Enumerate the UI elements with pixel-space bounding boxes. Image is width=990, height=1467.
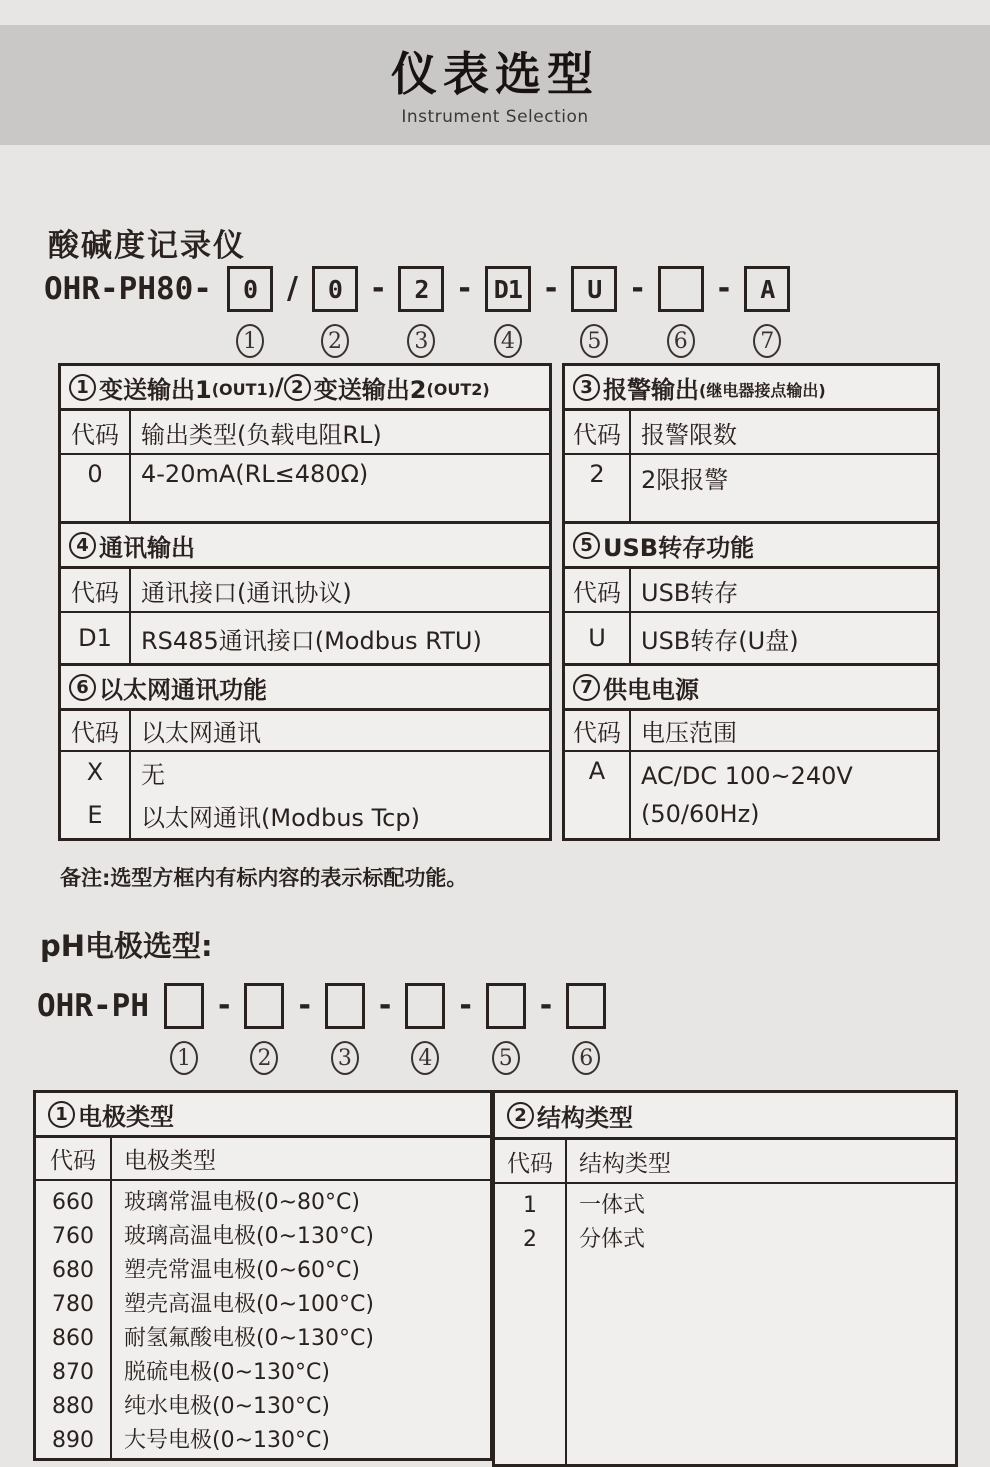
code-header: 代码 bbox=[565, 711, 631, 750]
circled-marker: 2 bbox=[250, 1041, 278, 1075]
model-separator: - bbox=[539, 988, 553, 1023]
electrode-slot-4 bbox=[405, 983, 445, 1075]
option-code: E bbox=[61, 792, 131, 838]
option-row bbox=[61, 752, 549, 792]
recorder-section-title: 酸碱度记录仪 bbox=[48, 228, 246, 264]
column-header-row bbox=[565, 569, 937, 613]
model-slot-4 bbox=[485, 266, 531, 358]
electrode-desc: 大号电极(0~130°C) bbox=[124, 1428, 330, 1453]
section-title-sep: / bbox=[274, 373, 284, 401]
option-desc bbox=[631, 752, 937, 838]
electrode-slot-2 bbox=[244, 983, 284, 1075]
section-alarm-output bbox=[562, 363, 940, 524]
section-ethernet bbox=[58, 663, 552, 841]
desc-header: 电极类型 bbox=[124, 1148, 216, 1175]
section-title-text: USB转存功能 bbox=[603, 533, 755, 562]
option-code: A bbox=[565, 752, 631, 838]
section-title-text: 供电电源 bbox=[603, 675, 699, 704]
recorder-model-code-line bbox=[44, 266, 790, 358]
electrode-desc: 玻璃常温电极(0~80°C) bbox=[124, 1190, 360, 1215]
recorder-model-prefix: OHR-PH80- bbox=[44, 271, 212, 307]
model-slot-5 bbox=[571, 266, 617, 358]
desc-header: 电压范围 bbox=[641, 719, 737, 747]
option-desc: USB转存(U盘) bbox=[641, 626, 799, 655]
section-title bbox=[565, 666, 937, 711]
circled-marker: 6 bbox=[572, 1041, 600, 1075]
code-header: 代码 bbox=[565, 569, 631, 611]
model-slot-box bbox=[566, 983, 606, 1029]
section-title-text: 变送输出1 bbox=[99, 375, 212, 404]
electrode-type-section bbox=[33, 1090, 493, 1461]
electrode-desc: 纯水电极(0~130°C) bbox=[124, 1394, 330, 1419]
circled-number: 3 bbox=[573, 374, 600, 401]
circled-marker: 4 bbox=[494, 324, 522, 358]
option-row bbox=[565, 455, 937, 521]
option-desc-line2: (50/60Hz) bbox=[641, 800, 760, 828]
option-desc: 2限报警 bbox=[641, 466, 729, 494]
electrode-desc: 脱硫电极(0~130°C) bbox=[124, 1360, 330, 1385]
option-code: 0 bbox=[61, 455, 131, 521]
circled-number: 4 bbox=[69, 532, 96, 559]
electrode-slot-1 bbox=[164, 983, 204, 1075]
model-slot-box bbox=[486, 983, 526, 1029]
circled-marker: 3 bbox=[407, 324, 435, 358]
electrode-desc: 塑壳常温电极(0~60°C) bbox=[124, 1258, 360, 1283]
section-title bbox=[61, 666, 549, 711]
section-title bbox=[565, 524, 937, 569]
circled-number: 7 bbox=[573, 674, 600, 701]
option-code: 2 bbox=[565, 455, 631, 521]
circled-number: 5 bbox=[573, 532, 600, 559]
column-header-row bbox=[61, 711, 549, 752]
section-title-text: 电极类型 bbox=[78, 1102, 174, 1131]
circled-marker: 5 bbox=[580, 324, 608, 358]
model-separator: - bbox=[217, 988, 231, 1023]
electrode-model-code-line bbox=[37, 983, 606, 1075]
code-header: 代码 bbox=[61, 411, 131, 453]
desc-column bbox=[112, 1181, 490, 1458]
structure-code: 1 bbox=[523, 1193, 537, 1218]
selection-table bbox=[58, 363, 940, 841]
circled-number: 2 bbox=[284, 374, 311, 401]
option-row bbox=[61, 455, 549, 521]
circled-marker: 4 bbox=[411, 1041, 439, 1075]
page-title: 仪表选型 bbox=[391, 47, 599, 101]
column-header-row bbox=[61, 569, 549, 613]
circled-marker: 2 bbox=[321, 324, 349, 358]
model-slot-box: A bbox=[744, 266, 790, 312]
electrode-code: 870 bbox=[52, 1360, 94, 1385]
model-separator: - bbox=[371, 271, 385, 306]
model-slot-box: 0 bbox=[312, 266, 358, 312]
model-slot-box: 2 bbox=[398, 266, 444, 312]
column-header-row bbox=[495, 1140, 955, 1184]
model-separator: - bbox=[458, 271, 471, 306]
model-slot-box bbox=[244, 983, 284, 1029]
circled-number: 6 bbox=[69, 674, 96, 701]
option-row bbox=[565, 752, 937, 838]
electrode-slot-3 bbox=[325, 983, 365, 1075]
electrode-code: 680 bbox=[52, 1258, 94, 1283]
option-row bbox=[61, 613, 549, 663]
option-desc: 4-20mA(RL≤480Ω) bbox=[141, 460, 369, 488]
electrode-desc: 塑壳高温电极(0~100°C) bbox=[124, 1292, 374, 1317]
electrode-code: 660 bbox=[52, 1190, 94, 1215]
electrode-slot-5 bbox=[486, 983, 526, 1075]
section-title-text: 变送输出2 bbox=[313, 375, 427, 404]
section-title bbox=[495, 1093, 955, 1140]
model-separator: - bbox=[717, 271, 731, 306]
model-slot-box bbox=[164, 983, 204, 1029]
model-separator: - bbox=[631, 271, 644, 306]
section-title bbox=[36, 1093, 490, 1138]
code-header: 代码 bbox=[495, 1140, 567, 1182]
section-transmit-output bbox=[58, 363, 552, 524]
circled-marker: 1 bbox=[236, 324, 264, 358]
electrode-code: 760 bbox=[52, 1224, 94, 1249]
desc-header: 报警限数 bbox=[641, 420, 737, 449]
desc-header: 通讯接口(通讯协议) bbox=[141, 578, 352, 607]
electrode-desc: 耐氢氟酸电极(0~130°C) bbox=[124, 1326, 374, 1351]
model-separator: / bbox=[286, 271, 298, 306]
section-title-text: 通讯输出 bbox=[99, 533, 195, 562]
desc-header: 结构类型 bbox=[579, 1150, 671, 1177]
option-code: D1 bbox=[61, 613, 131, 663]
section-title bbox=[61, 366, 549, 411]
selection-table-left bbox=[58, 363, 552, 841]
circled-number: 1 bbox=[69, 374, 96, 401]
desc-header: 以太网通讯 bbox=[141, 719, 261, 747]
column-header-row bbox=[36, 1138, 490, 1181]
electrode-section-title: pH电极选型: bbox=[40, 929, 213, 963]
model-slot-7 bbox=[744, 266, 790, 358]
electrode-code: 780 bbox=[52, 1292, 94, 1317]
electrode-code: 860 bbox=[52, 1326, 94, 1351]
electrode-code: 890 bbox=[52, 1428, 94, 1453]
model-separator: - bbox=[298, 988, 311, 1023]
circled-number: 1 bbox=[48, 1101, 75, 1128]
option-row bbox=[61, 792, 549, 838]
circled-marker: 5 bbox=[492, 1041, 520, 1075]
model-slot-box bbox=[658, 266, 704, 312]
desc-header: USB转存 bbox=[641, 578, 739, 607]
code-header: 代码 bbox=[61, 711, 131, 750]
option-desc: RS485通讯接口(Modbus RTU) bbox=[141, 626, 482, 655]
section-title-small: (继电器接点输出) bbox=[699, 380, 826, 400]
code-column bbox=[495, 1184, 567, 1464]
model-separator: - bbox=[544, 271, 558, 306]
column-header-row bbox=[61, 411, 549, 455]
section-title-small: (OUT2) bbox=[426, 379, 490, 399]
circled-marker: 1 bbox=[170, 1041, 198, 1075]
model-slot-box: D1 bbox=[485, 266, 531, 312]
electrode-desc: 玻璃高温电极(0~130°C) bbox=[124, 1224, 374, 1249]
electrode-model-prefix: OHR-PH bbox=[37, 988, 149, 1024]
section-title bbox=[565, 366, 937, 411]
page-banner bbox=[0, 25, 990, 145]
model-slot-2 bbox=[312, 266, 358, 358]
option-code: U bbox=[565, 613, 631, 663]
column-header-row bbox=[565, 411, 937, 455]
option-desc: 以太网通讯(Modbus Tcp) bbox=[141, 803, 420, 832]
model-slot-6 bbox=[658, 266, 704, 358]
model-slot-1 bbox=[227, 266, 273, 358]
selection-table-right bbox=[562, 363, 940, 841]
option-desc-line1: AC/DC 100~240V bbox=[641, 762, 853, 790]
section-title-text: 以太网通讯功能 bbox=[99, 675, 267, 704]
section-power bbox=[562, 663, 940, 841]
option-desc: 无 bbox=[141, 760, 165, 789]
note-text: 备注:选型方框内有标内容的表示标配功能。 bbox=[60, 866, 468, 890]
code-header: 代码 bbox=[36, 1138, 112, 1179]
section-title-text: 结构类型 bbox=[537, 1103, 633, 1132]
model-slot-3 bbox=[398, 266, 444, 358]
model-slot-box bbox=[325, 983, 365, 1029]
circled-marker: 6 bbox=[667, 324, 695, 358]
model-separator: - bbox=[378, 988, 392, 1023]
section-comm-output bbox=[58, 521, 552, 666]
desc-header: 输出类型(负载电阻RL) bbox=[141, 420, 382, 449]
structure-type-rows bbox=[495, 1184, 955, 1464]
section-usb bbox=[562, 521, 940, 666]
structure-desc: 一体式 bbox=[579, 1193, 646, 1218]
option-row bbox=[565, 613, 937, 663]
structure-desc: 分体式 bbox=[579, 1227, 646, 1252]
circled-marker: 7 bbox=[753, 324, 781, 358]
circled-number: 2 bbox=[507, 1102, 534, 1129]
electrode-table bbox=[33, 1090, 958, 1467]
model-separator: - bbox=[459, 988, 472, 1023]
model-slot-box: 0 bbox=[227, 266, 273, 312]
structure-code: 2 bbox=[523, 1227, 537, 1252]
electrode-code: 880 bbox=[52, 1394, 94, 1419]
section-title bbox=[61, 524, 549, 569]
code-header: 代码 bbox=[61, 569, 131, 611]
section-title-small: (OUT1) bbox=[211, 379, 275, 399]
desc-column bbox=[567, 1184, 955, 1464]
structure-type-section bbox=[492, 1090, 958, 1467]
option-code: X bbox=[61, 752, 131, 792]
electrode-slot-6 bbox=[566, 983, 606, 1075]
code-header: 代码 bbox=[565, 411, 631, 453]
code-column bbox=[36, 1181, 112, 1458]
page-subtitle: Instrument Selection bbox=[401, 107, 589, 127]
model-slot-box: U bbox=[571, 266, 617, 312]
circled-marker: 3 bbox=[331, 1041, 359, 1075]
column-header-row bbox=[565, 711, 937, 752]
section-title-text: 报警输出 bbox=[603, 375, 699, 404]
model-slot-box bbox=[405, 983, 445, 1029]
electrode-type-rows bbox=[36, 1181, 490, 1458]
